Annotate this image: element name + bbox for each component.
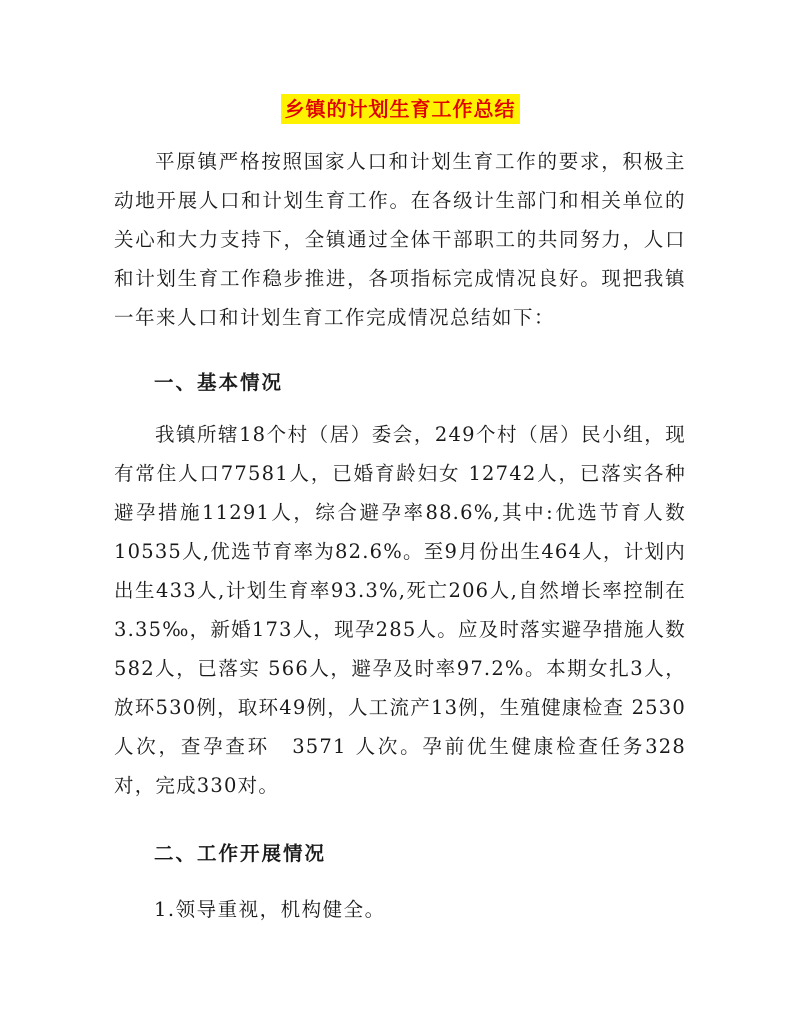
title-container	[0, 94, 800, 124]
document-title: 乡镇的计划生育工作总结	[281, 94, 520, 124]
section-heading-basic-situation: 一、基本情况	[154, 371, 284, 394]
intro-paragraph: 平原镇严格按照国家人口和计划生育工作的要求，积极主动地开展人口和计划生育工作。在各级计生部门和相关单位的关心和大力支持下，全镇通过全体干部职工的共同努力，人口和计划生育工作稳步推进，各项指标完成情况良好。现把我镇一年来人口和计划生育工作完成情况总结如下：	[114, 150, 686, 329]
section-heading-work-progress: 二、工作开展情况	[154, 842, 327, 865]
work-progress-item-1: 1.领导重视，机构健全。	[154, 898, 386, 921]
basic-situation-paragraph: 我镇所辖18个村（居）委会，249个村（居）民小组，现有常住人口77581人，已婚育龄妇女 12742人，已落实各种避孕措施11291人，综合避孕率88.6%,其中:优选节育人数10535人,优选节育率为82.6%。至9月份出生464人，计划内出生433人,计划生育率93.3%,死亡206人,自然增长率控制在3.35‰，新婚173人，现孕285人。应及时落实避孕措施人数 582人，已落实 566人，避孕及时率97.2%。本期女扎3人，放环530例，取环49例，人工流产13例，生殖健康检查 2530 人次，查孕查环 3571 人次。孕前优生健康检查任务328对，完成330对。	[114, 423, 707, 797]
